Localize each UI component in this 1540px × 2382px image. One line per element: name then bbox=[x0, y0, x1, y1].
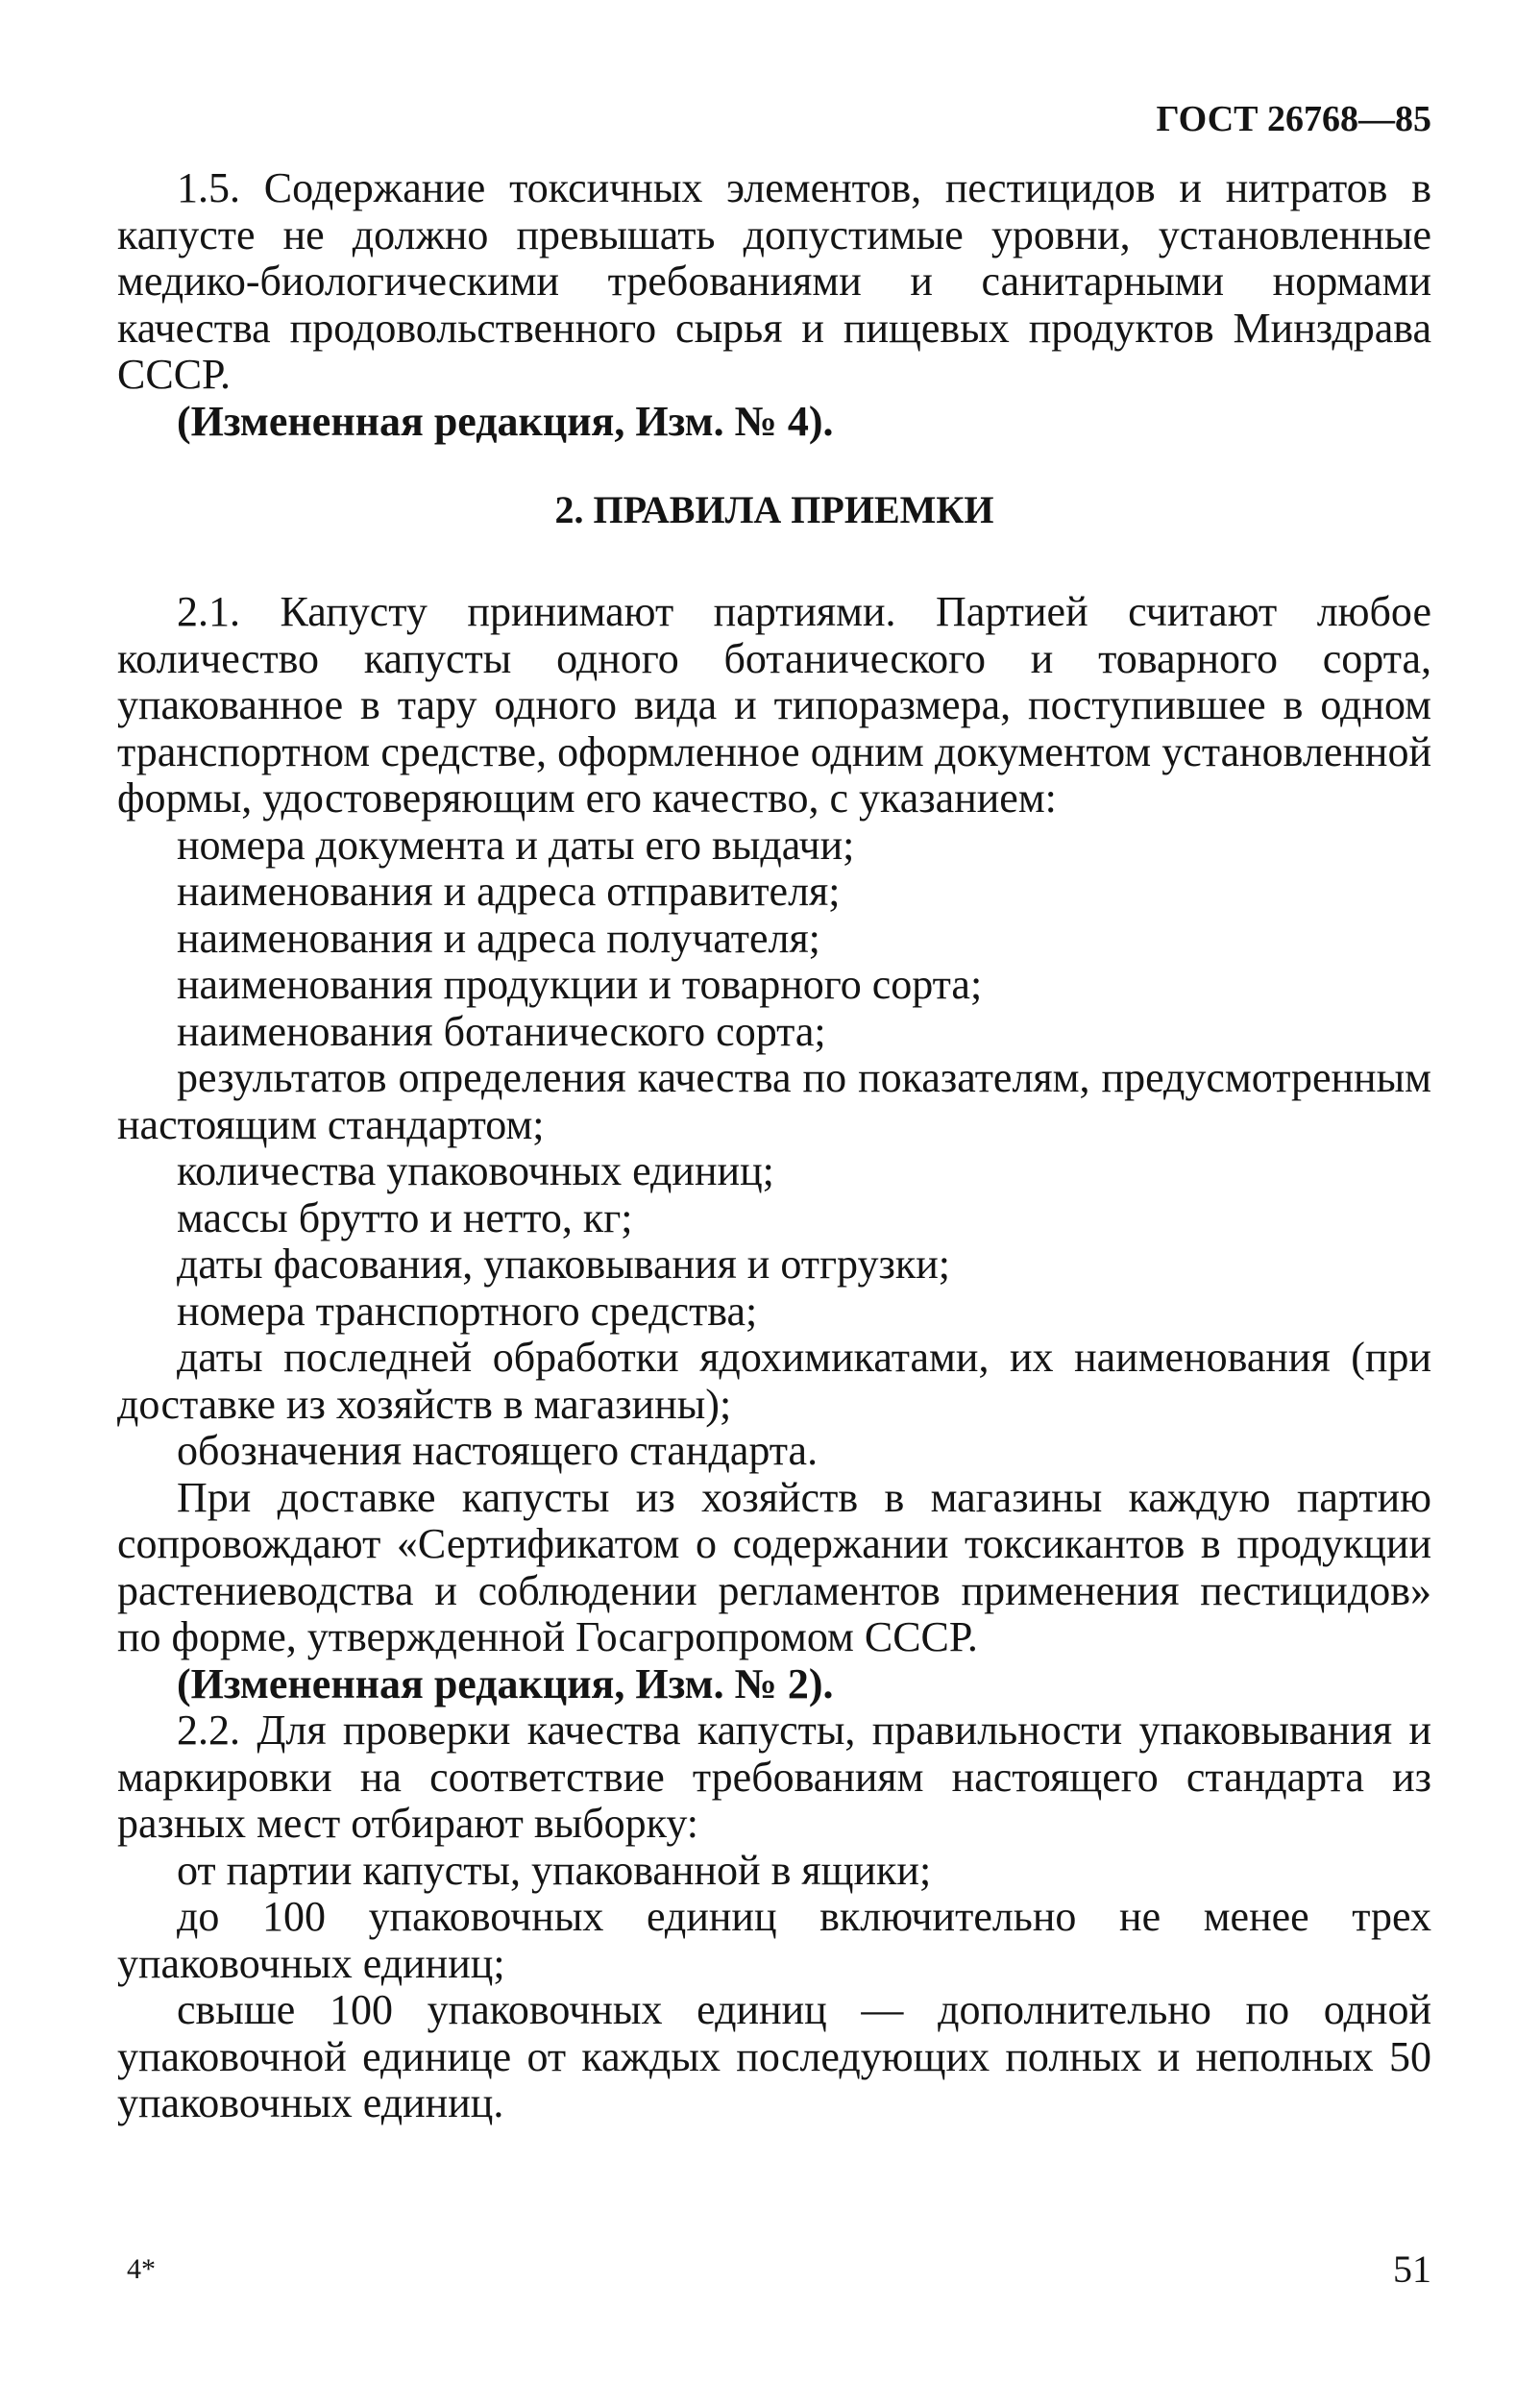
list-item: номера транспортного средства; bbox=[177, 1287, 758, 1335]
list-item: от партии капусты, упакованной в ящики; bbox=[177, 1846, 932, 1894]
document-page bbox=[117, 96, 1431, 2345]
list-item: наименования продукции и товарного сорта; bbox=[177, 961, 983, 1008]
list-item: наименования и адреса отправителя; bbox=[177, 868, 841, 915]
sample-rules-list bbox=[117, 1848, 1431, 2127]
list-item: даты фасования, упаковывания и отгрузки; bbox=[177, 1240, 950, 1288]
list-item: массы брутто и нетто, кг; bbox=[177, 1193, 633, 1241]
amendment-note-4: (Измененная редакция, Изм. № 4). bbox=[177, 397, 834, 445]
amendment-note-2: (Измененная редакция, Изм. № 2). bbox=[177, 1659, 834, 1707]
list-item: обозначения настоящего стандарта. bbox=[177, 1427, 819, 1474]
list-item: количества упаковочных единиц; bbox=[177, 1147, 774, 1194]
list-item: до 100 упаковочных единиц включительно не менее трех упаковочных единиц; bbox=[117, 1893, 1431, 1987]
list-item: наименования ботанического сорта; bbox=[177, 1007, 826, 1055]
list-item: номера документа и даты его выдачи; bbox=[177, 821, 855, 869]
list-item: результатов определения качества по показателям, предусмотренным настоящим стандартом; bbox=[117, 1054, 1431, 1148]
paragraph-delivery: При доставке капусты из хозяйств в магазины каждую партию сопровождают «Сертификатом о содержании токсикантов в продукции растениеводства и соблюдении регламентов применения пестицидов» по форме, утвержденной Госагропромом СССР. bbox=[117, 1473, 1431, 1660]
list-item: даты последней обработки ядохимикатами, их наименования (при доставке из хозяйств в магазины); bbox=[117, 1334, 1431, 1428]
list-item: наименования и адреса получателя; bbox=[177, 914, 820, 962]
paragraph-2-1: 2.1. Капусту принимают партиями. Партией считают любое количество капусты одного ботанического и товарного сорта, упакованное в тару одного вида и типоразмера, поступившее в одном транспортном средстве, оформленное одним документом установленной формы, удостоверяющим его качество, с указанием: bbox=[117, 588, 1431, 822]
paragraph-2-2: 2.2. Для проверки качества капусты, правильности упаковывания и маркировки на соответствие требованиям настоящего стандарта из разных мест отбирают выборку: bbox=[117, 1707, 1431, 1847]
standard-code: ГОСТ 26768—85 bbox=[1156, 99, 1431, 139]
section-heading: 2. ПРАВИЛА ПРИЕМКИ bbox=[554, 488, 994, 531]
list-item: свыше 100 упаковочных единиц — дополнительно по одной упаковочной единице от каждых последующих полных и неполных 50 упаковочных единиц. bbox=[117, 1986, 1431, 2126]
document-details-list bbox=[117, 823, 1431, 1475]
signature-mark: 4* bbox=[127, 2253, 156, 2285]
page-number: 51 bbox=[1393, 2247, 1431, 2291]
paragraph-1-5: 1.5. Содержание токсичных элементов, пестицидов и нитратов в капусте не должно превышать допустимые уровни, установленные медико-биологическими требованиями и санитарными нормами качества продовольственного сырья и пищевых продуктов Минздрава СССР. bbox=[117, 164, 1431, 398]
